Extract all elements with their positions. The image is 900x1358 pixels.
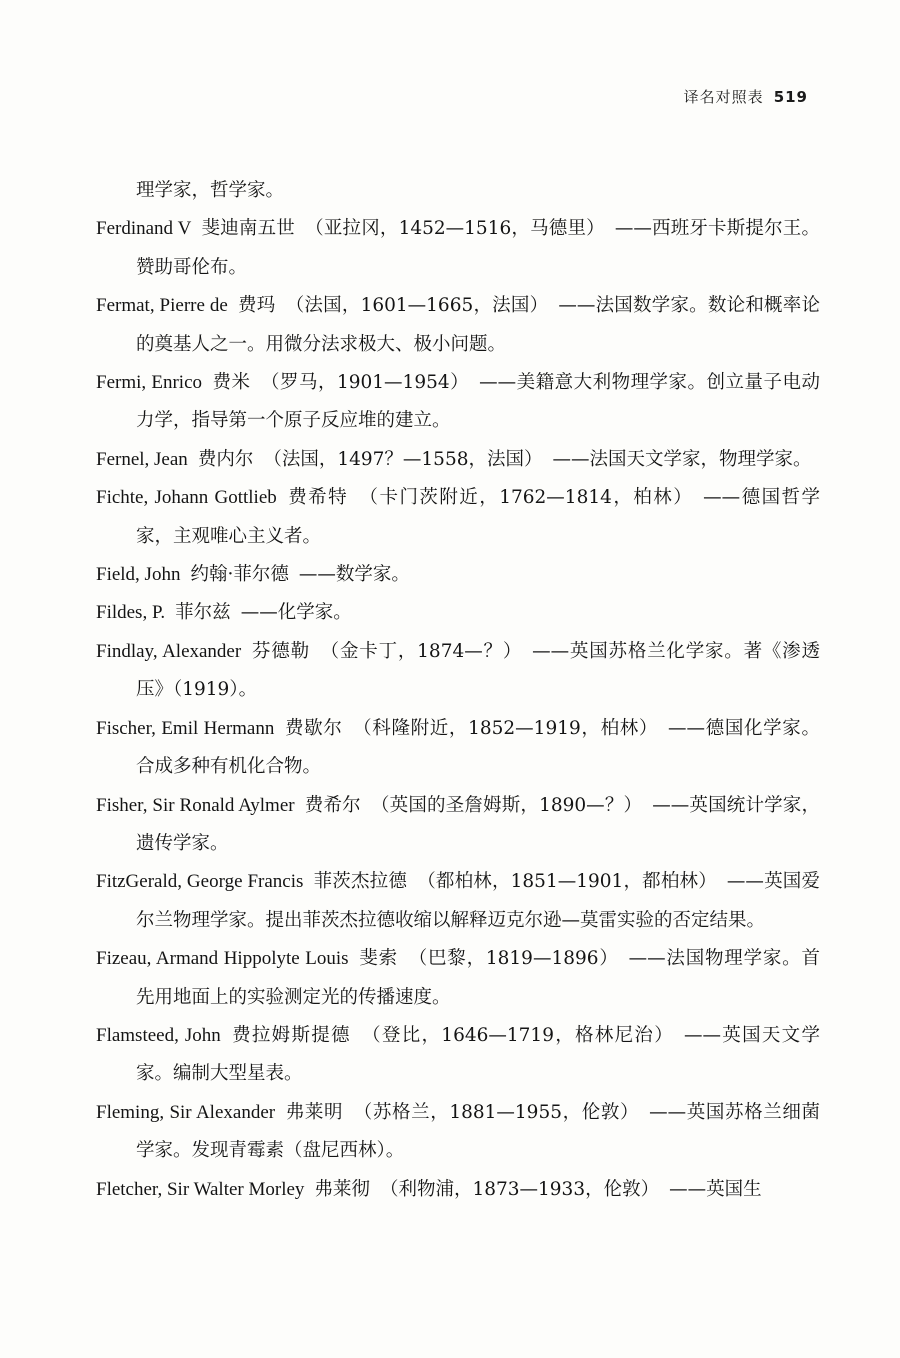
entry-birth-death: （卡门茨附近，1762—1814，柏林） — [358, 487, 694, 509]
entry-name: Fleming, Sir Alexander — [96, 1101, 276, 1123]
glossary-entry — [96, 364, 820, 441]
entry-birth-death: （巴黎，1819—1896） — [407, 948, 619, 970]
entry-chinese-name: 费内尔 — [197, 448, 254, 470]
entry-name: Fermi, Enrico — [96, 372, 203, 394]
entry-name: Fisher, Sir Ronald Aylmer — [96, 794, 295, 816]
entry-chinese-name: 芬德勒 — [251, 640, 310, 662]
page-number: 519 — [773, 88, 808, 106]
entry-name: Findlay, Alexander — [96, 640, 242, 662]
glossary-entry — [96, 940, 820, 1017]
entry-chinese-name: 斐索 — [358, 948, 398, 970]
entry-birth-death: （都柏林，1851—1901，都柏林） — [417, 871, 717, 893]
entry-birth-death: （利物浦，1873—1933，伦敦） — [379, 1178, 660, 1200]
glossary-entry — [96, 1094, 820, 1171]
glossary-entry — [96, 441, 820, 479]
glossary-entry — [96, 556, 820, 594]
entry-name: Fischer, Emil Hermann — [96, 717, 275, 739]
entry-list — [96, 210, 820, 1209]
glossary-entry — [96, 1017, 820, 1094]
entry-chinese-name: 费拉姆斯提德 — [230, 1024, 351, 1046]
entry-name: Ferdinand V — [96, 218, 192, 240]
entry-birth-death: （金卡丁，1874—？） — [319, 640, 523, 662]
entry-name: Field, John — [96, 564, 181, 586]
entry-chinese-name: 费米 — [212, 372, 251, 394]
entry-description: ——英国天文学家。编制大型星表。 — [136, 1024, 820, 1085]
entry-description: ——法国天文学家，物理学家。 — [552, 448, 812, 470]
entry-birth-death: （法国，1601—1665，法国） — [285, 295, 549, 317]
entry-birth-death: （苏格兰，1881—1955，伦敦） — [353, 1101, 640, 1123]
entry-chinese-name: 约翰·菲尔德 — [190, 564, 289, 586]
entry-chinese-name: 斐迪南五世 — [201, 218, 295, 240]
glossary-entry — [96, 210, 820, 287]
entry-name: Fildes, P. — [96, 602, 166, 624]
glossary-entry — [96, 287, 820, 364]
entry-description: ——德国哲学家，主观唯心主义者。 — [136, 487, 820, 547]
entry-birth-death: （登比，1646—1719，格林尼治） — [360, 1024, 675, 1046]
entry-birth-death: （科隆附近，1852—1919，柏林） — [352, 717, 659, 739]
entry-chinese-name: 菲尔兹 — [175, 602, 231, 624]
glossary-entry — [96, 863, 820, 940]
entry-description: ——法国物理学家。首先用地面上的实验测定光的传播速度。 — [136, 948, 820, 1008]
entry-description: ——德国化学家。合成多种有机化合物。 — [136, 717, 820, 778]
entry-description: ——英国生 — [669, 1178, 762, 1200]
entry-name: FitzGerald, George Francis — [96, 871, 304, 893]
entry-birth-death: （英国的圣詹姆斯，1890—？） — [370, 794, 643, 816]
entry-chinese-name: 菲茨杰拉德 — [313, 871, 408, 893]
glossary-entry — [96, 787, 820, 864]
entry-chinese-name: 费歇尔 — [284, 717, 343, 739]
entry-chinese-name: 弗莱明 — [285, 1101, 344, 1123]
entry-name: Fernel, Jean — [96, 448, 188, 470]
entry-chinese-name: 费希特 — [286, 487, 349, 509]
entry-description: ——英国苏格兰化学家。著《渗透压》（1919）。 — [136, 640, 820, 701]
entry-description: ——英国苏格兰细菌学家。发现青霉素（盘尼西林）。 — [136, 1101, 820, 1162]
entry-name: Fletcher, Sir Walter Morley — [96, 1178, 305, 1200]
entry-description: ——美籍意大利物理学家。创立量子电动力学，指导第一个原子反应堆的建立。 — [136, 372, 820, 432]
entry-description: ——法国数学家。数论和概率论的奠基人之一。用微分法求极大、极小问题。 — [136, 295, 820, 355]
glossary-entry — [96, 1171, 820, 1209]
entry-description: ——英国统计学家，遗传学家。 — [136, 794, 820, 854]
glossary-entry — [96, 479, 820, 556]
entry-chinese-name: 弗莱彻 — [314, 1178, 370, 1200]
glossary-entry — [96, 710, 820, 787]
entry-description: ——西班牙卡斯提尔王。赞助哥伦布。 — [136, 218, 820, 278]
entry-description: ——数学家。 — [298, 564, 410, 586]
entry-name: Fermat, Pierre de — [96, 295, 228, 317]
entry-description: ——英国爱尔兰物理学家。提出菲茨杰拉德收缩以解释迈克尔逊—莫雷实验的否定结果。 — [136, 871, 820, 931]
entry-description: ——化学家。 — [240, 602, 352, 624]
entry-name: Fizeau, Armand Hippolyte Louis — [96, 948, 349, 970]
entry-name: Flamsteed, John — [96, 1024, 221, 1046]
entry-chinese-name: 费希尔 — [304, 794, 361, 816]
glossary-entry — [96, 633, 820, 710]
entry-name: Fichte, Johann Gottlieb — [96, 487, 277, 509]
glossary-body — [96, 172, 820, 1209]
entry-chinese-name: 费玛 — [237, 295, 276, 317]
header-title: 译名对照表 — [683, 88, 764, 106]
continuation-text: 理学家，哲学家。 — [136, 180, 285, 201]
entry-birth-death: （亚拉冈，1452—1516，马德里） — [304, 218, 605, 240]
entry-birth-death: （罗马，1901—1954） — [260, 372, 470, 394]
entry-birth-death: （法国，1497？—1558，法国） — [263, 448, 543, 470]
glossary-entry — [96, 594, 820, 632]
running-header — [684, 86, 808, 107]
